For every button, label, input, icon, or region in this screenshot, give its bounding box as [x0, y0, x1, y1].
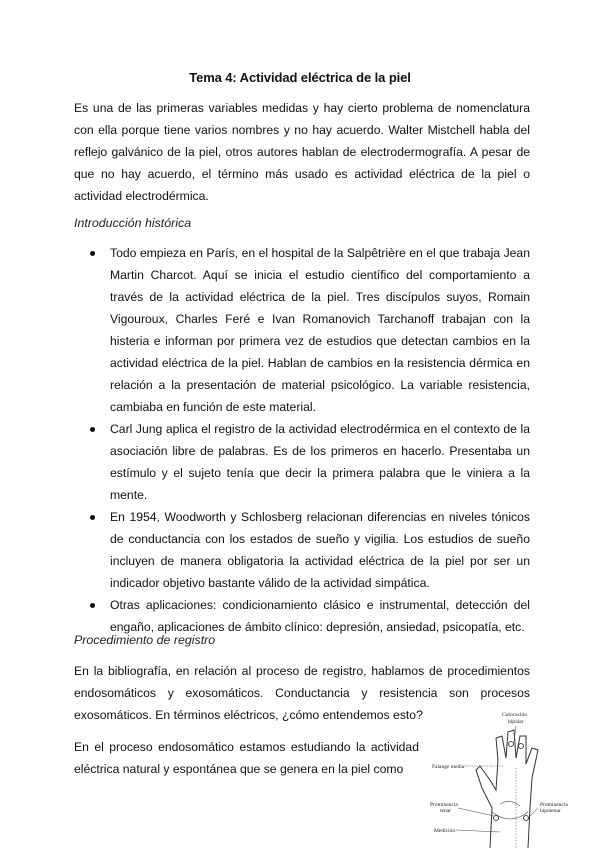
- electrode-icon: [524, 816, 529, 821]
- hand-outline: [476, 730, 538, 848]
- leader-line: [458, 808, 494, 816]
- electrode-icon: [509, 742, 514, 747]
- figure-label: Prominencia: [540, 802, 568, 808]
- bullet-icon: [90, 515, 95, 520]
- registro-paragraph: En la bibliografía, en relación al proceso de registro, hablamos de procedimientos endosomáticos y exosomáticos. Conductancia y resistencia son procesos exosomáticos. En términos eléctricos, ¿cómo entendemos esto?: [74, 664, 530, 722]
- electrode-icon: [519, 744, 524, 749]
- endosomatico-paragraph: En el proceso endosomático estamos estudiando la actividad eléctrica natural y espontánea que se genera en la piel como: [74, 740, 419, 776]
- figure-label: Medición: [434, 828, 456, 834]
- electrode-icon: [494, 816, 499, 821]
- palm-crease: [500, 801, 520, 806]
- list-item: Otras aplicaciones: condicionamiento clásico e instrumental, detección del engaño, aplicaciones de ámbito clínico: depresión, ansiedad, psicopatía, etc.: [74, 594, 530, 638]
- hand-electrode-figure: [420, 708, 600, 848]
- intro-paragraph: Es una de las primeras variables medidas y hay cierto problema de nomenclatura con ella porque tiene varios nombres y no hay acuerdo. Walter Mistchell habla del reflejo galvánico de la piel, otros autores hablan de electrodermografía. A pesar de que no hay acuerdo, el término más usado es actividad eléctrica de la piel o actividad electrodérmica.: [74, 101, 530, 203]
- list-item: En 1954, Woodworth y Schlosberg relacionan diferencias en niveles tónicos de conductancia con los estados de sueño y vigilia. Los estudios de sueño incluyen de manera obligatoria la actividad eléctrica de la piel por ser un indicador objetivo bastante válido de la actividad simpática.: [74, 506, 530, 594]
- figure-label: Prominencia: [430, 802, 458, 808]
- list-item: Carl Jung aplica el registro de la actividad electrodérmica en el contexto de la asociación libre de palabras. Es de los primeros en hacerlo. Presentaba un estímulo y el sujeto tenía que decir la primera palabra que le viniera a la mente.: [74, 418, 530, 506]
- page-title: Tema 4: Actividad eléctrica de la piel: [189, 70, 411, 85]
- section-heading-procedimiento: Procedimiento de registro: [74, 633, 216, 647]
- figure-label: hipotenar: [540, 808, 561, 814]
- bullet-icon: [90, 603, 95, 608]
- bullet-icon: [90, 251, 95, 256]
- figure-label: tenar: [440, 808, 451, 814]
- section-heading-historia: Introducción histórica: [74, 216, 192, 230]
- bullet-icon: [90, 427, 95, 432]
- figure-label: bipolar: [508, 719, 524, 725]
- figure-label: Colocación: [502, 712, 528, 718]
- history-bullet-list: [74, 242, 530, 638]
- list-item: Todo empieza en París, en el hospital de la Salpêtrière en el que trabaja Jean Martin Charcot. Aquí se inicia el estudio científico del comportamiento a través de la actividad eléctrica de la piel. Tres discípulos suyos, Romain Vigouroux, Charles Feré e Ivan Romanovich Tarchanoff trabajan con la histeria e informan por primera vez de estudios que detectan cambios en la actividad eléctrica de la piel. Hablan de cambios en la resistencia dérmica en relación a la presentación de material psicológico. La variable resistencia, cambiaba en función de este material.: [74, 242, 530, 418]
- leader-line: [456, 830, 500, 832]
- figure-label: Falange media: [432, 764, 465, 770]
